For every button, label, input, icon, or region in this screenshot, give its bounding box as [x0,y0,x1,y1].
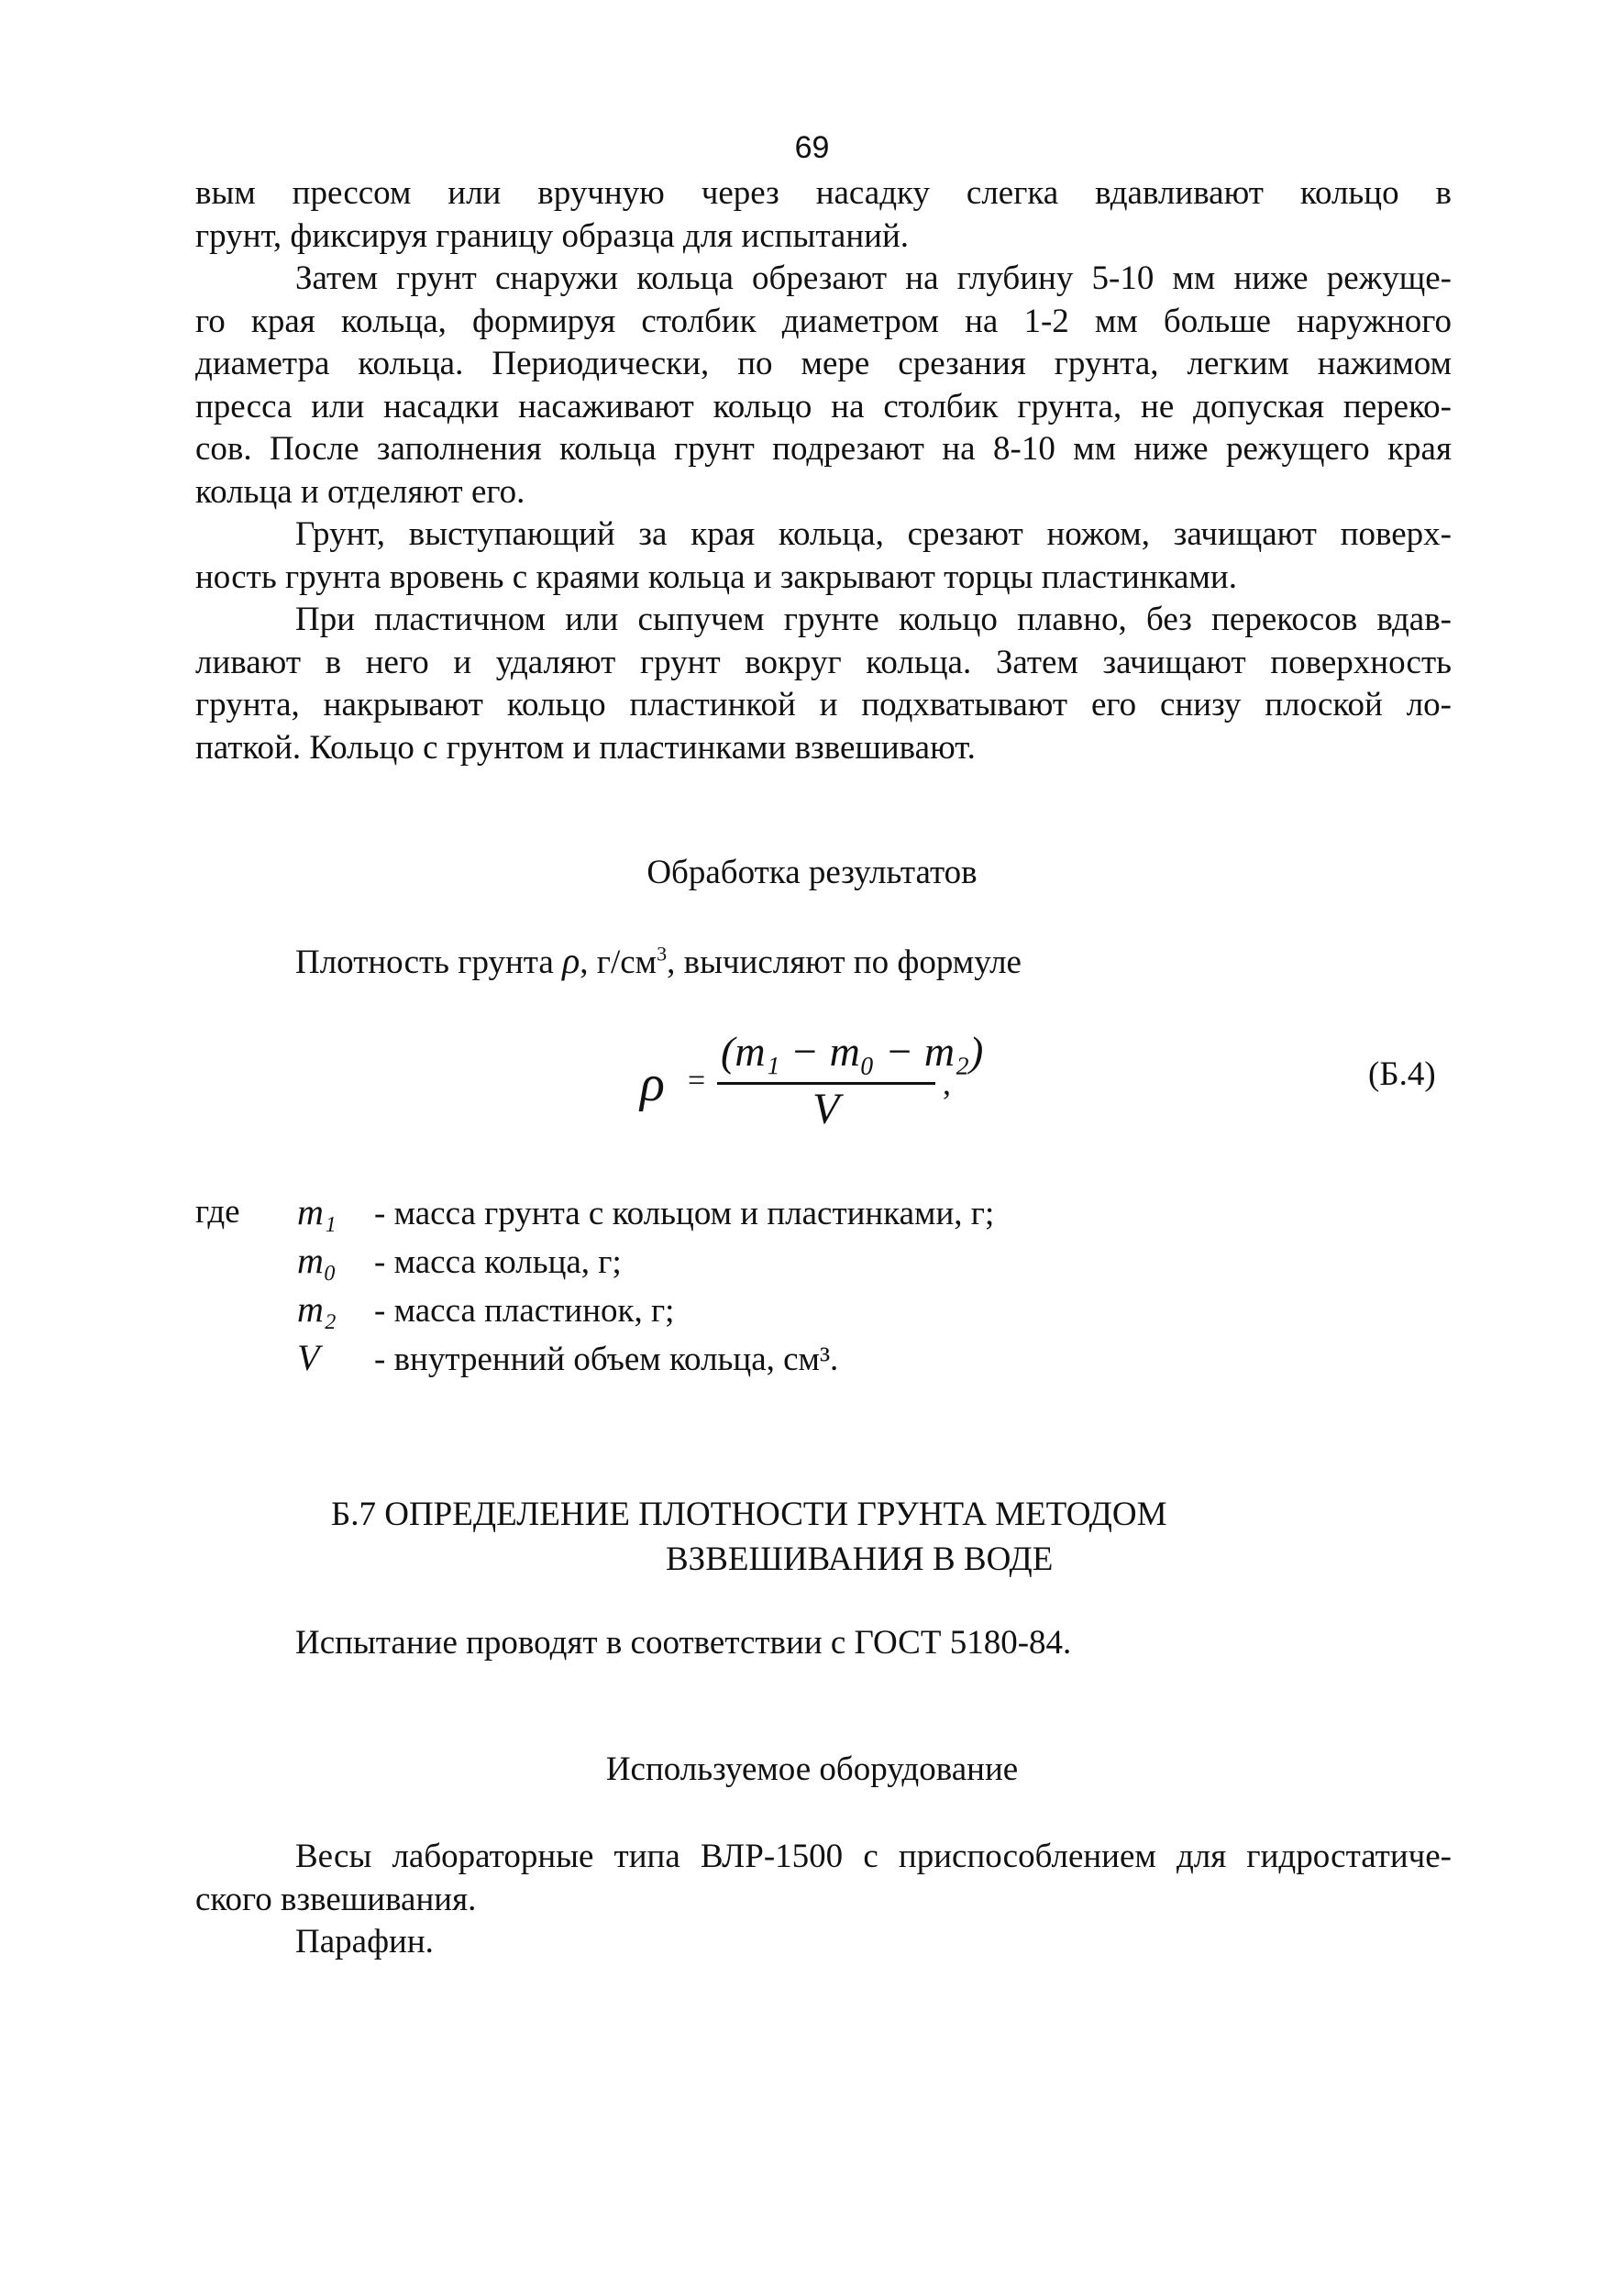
definition-symbol: V [297,1337,320,1378]
page-number: 69 [794,130,830,165]
formula-numerator: (m₁ − m₀ − m₂) [721,1028,984,1075]
definition-text: - масса грунта с кольцом и пластинками, г; [374,1195,995,1232]
text-line: Грунт, выступающий за края кольца, срезают ножом, зачищают поверх- [295,515,1452,553]
definition-text: - внутренний объем кольца, см³. [374,1341,839,1378]
equipment-item: Парафин. [295,1923,434,1960]
definitions-list [297,1188,994,1383]
unit-text: , г/см [580,944,657,981]
equipment-heading: Используемое оборудование [605,1750,1019,1788]
text-line: Весы лабораторные типа ВЛР-1500 с приспособлением для гидростатиче- [295,1838,1452,1875]
definition-row [297,1237,994,1286]
formula-b4 [640,1027,1062,1137]
section-title-line-2: ВЗВЕШИВАНИЯ В ВОДЕ [666,1541,1054,1578]
definition-row [297,1188,994,1237]
paragraph-1 [195,172,1452,258]
text-line: пресса или насадки насаживают кольцо на столбик грунта, не допуская переко- [195,387,1452,425]
formula-intro-tail: , вычисляют по формуле [667,944,1022,981]
text-line: ского взвешивания. [195,1880,477,1918]
paragraph-3 [195,514,1452,599]
formula-comma: , [943,1065,951,1101]
definition-symbol: m₂ [297,1288,337,1330]
where-label: где [195,1193,240,1231]
definition-symbol: m₁ [297,1191,337,1232]
text-line: грунта, накрывают кольцо пластинкой и подхватывают его снизу плоской ло- [195,686,1452,723]
text-line: го края кольца, формируя столбик диаметром на 1-2 мм больше наружного [195,302,1452,340]
unit-superscript: 3 [657,942,668,966]
formula-intro [295,939,1022,982]
formula-equals: = [688,1064,706,1098]
text-line: Затем грунт снаружи кольца обрезают на глубину 5-10 мм ниже режуще- [295,260,1452,297]
definition-symbol: m₀ [297,1240,337,1281]
text-line: ность грунта вровень с краями кольца и закрывают торцы пластинками. [195,558,1237,596]
definition-row [297,1334,994,1383]
rho-symbol: ρ [562,940,580,981]
equation-label: (Б.4) [1368,1055,1436,1093]
paragraph-2 [195,258,1452,514]
results-heading: Обработка результатов [646,854,978,891]
text-line: паткой. Кольцо с грунтом и пластинками взвешивают. [195,728,976,767]
formula-lhs: ρ [640,1055,665,1112]
text-line: грунт, фиксируя границу образца для испытаний. [195,216,910,255]
text-line: ливают в него и удаляют грунт вокруг кольца. Затем зачищают поверхность [195,643,1452,681]
text-line: сов. После заполнения кольца грунт подрезают на 8-10 мм ниже режущего края [195,430,1452,468]
definition-row [297,1286,994,1334]
text-line: вым прессом или вручную через насадку слегка вдавливают кольцо в [195,174,1452,212]
test-standard: Испытание проводят в соответствии с ГОСТ 5180-84. [295,1624,1072,1662]
definition-text: - масса кольца, г; [374,1243,622,1281]
paragraph-4 [195,599,1452,769]
text-line: кольца и отделяют его. [195,472,525,511]
equipment-paragraph [195,1836,1452,1921]
text-line: При пластичном или сыпучем грунте кольцо плавно, без перекосов вдав- [295,601,1452,638]
formula-denominator: V [812,1085,840,1133]
text-line: диаметра кольца. Периодически, по мере срезания грунта, легким нажимом [195,345,1452,382]
formula-intro-text: Плотность грунта [295,944,563,981]
definition-text: - масса пластинок, г; [374,1292,675,1330]
section-title-line-1: Б.7 ОПРЕДЕЛЕНИЕ ПЛОТНОСТИ ГРУНТА МЕТОДОМ [331,1496,1167,1533]
